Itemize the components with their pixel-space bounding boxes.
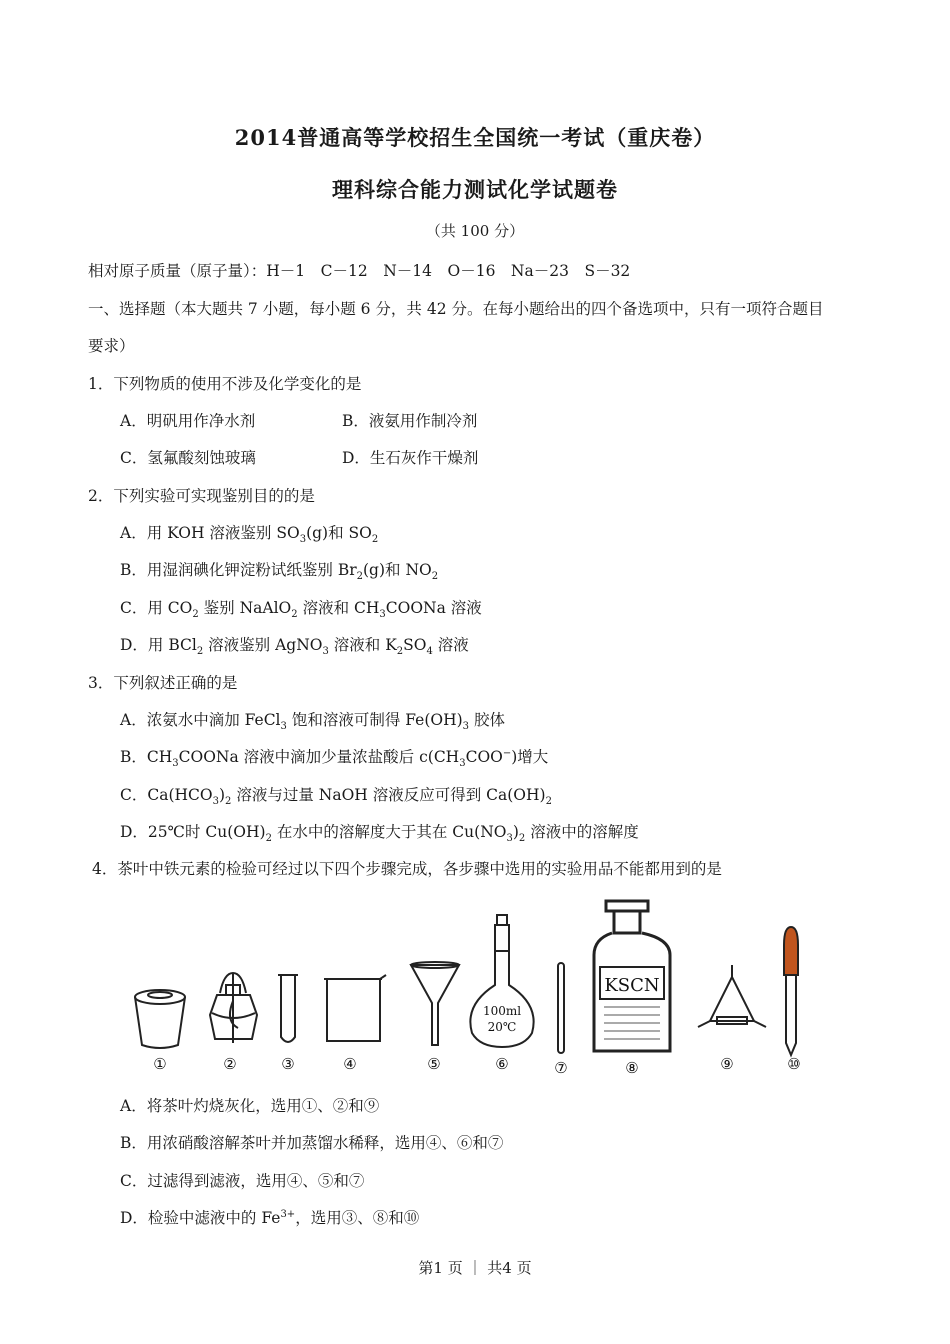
q1-option-b: B．液氨用作制冷剂 (342, 412, 478, 430)
q3-option-a: A．浓氨水中滴加 FeCl$_3$ 饱和溶液可制得 $Fe(OH)_3$ 胶体 (120, 711, 505, 733)
q2-option-c: C．用 $CO_2$ 鉴别 NaAlO$_2$ 溶液和 $CH_3COONa$ 溶液 (120, 599, 482, 621)
section-instructions-line2: 要求） (88, 337, 135, 355)
exam-title: 2014普通高等学校招生全国统一考试（重庆卷） (234, 125, 716, 150)
flask-label-volume: 100ml (482, 1004, 522, 1018)
q1-option-d: D．生石灰作干燥剂 (342, 449, 479, 467)
exam-subtitle: 理科综合能力测试化学试题卷 (332, 177, 618, 202)
q2-option-a: A．用 KOH 溶液鉴别 $SO_3(g)$和 $SO_2$ (120, 524, 379, 546)
q3-option-c: C．$Ca(HCO_3)_2$ 溶液与过量 NaOH 溶液反应可得到 $Ca(OH)_2$ (120, 786, 552, 808)
q4-option-a: A．将茶叶灼烧灰化，选用①、②和⑨ (120, 1097, 380, 1115)
q2-option-b: B．用湿润碘化钾淀粉试纸鉴别 $Br_2(g)$和 $NO_2$ (120, 561, 439, 583)
q2-stem: 2．下列实验可实现鉴别目的的是 (88, 487, 315, 505)
apparatus-label-1: ① (153, 1055, 167, 1073)
apparatus-label-2: ② (223, 1055, 237, 1073)
bottle-label: KSCN (604, 975, 660, 996)
q4-option-c: C．过滤得到滤液，选用④、⑤和⑦ (120, 1172, 365, 1190)
section-instructions-line1: 一、选择题（本大题共 7 小题，每小题 6 分，共 42 分。在每小题给出的四个备选项中，只有一项符合题目 (88, 300, 824, 318)
q4-stem: 4．茶叶中铁元素的检验可经过以下四个步骤完成，各步骤中选用的实验用品不能都用到的是 (92, 860, 722, 878)
q1-stem: 1．下列物质的使用不涉及化学变化的是 (88, 375, 362, 393)
dropper-icon (784, 927, 798, 1055)
test-tube-icon (278, 975, 298, 1042)
apparatus-label-4: ④ (343, 1055, 357, 1073)
flask-label-temp: 20℃ (487, 1020, 517, 1034)
q3-stem: 3．下列叙述正确的是 (88, 674, 238, 692)
q1-option-c: C．氢氟酸刻蚀玻璃 (120, 449, 256, 467)
total-score: （共 100 分） (425, 222, 525, 240)
clay-triangle-icon (698, 965, 766, 1027)
apparatus-label-7: ⑦ (554, 1059, 568, 1077)
crucible-tongs-stand-icon (210, 973, 257, 1043)
q4-option-d: D．检验中滤液中的 $Fe^{3+}$，选用③、⑧和⑩ (120, 1208, 420, 1227)
apparatus-label-3: ③ (281, 1055, 295, 1073)
crucible-icon (135, 990, 185, 1048)
q4-option-b: B．用浓硝酸溶解茶叶并加蒸馏水稀释，选用④、⑥和⑦ (120, 1134, 504, 1152)
page-footer: 第1 页 ｜ 共4 页 (418, 1259, 532, 1277)
q3-option-b: B．$CH_3COONa$ 溶液中滴加少量浓盐酸后 $c(CH_3COO^-)$增大 (120, 747, 549, 770)
apparatus-label-9: ⑨ (720, 1055, 734, 1073)
bottle-liquid-lines (604, 1007, 660, 1039)
q1-option-a: A．明矾用作净水剂 (120, 412, 256, 430)
apparatus-label-10: ⑩ (787, 1055, 801, 1073)
atomic-masses: 相对原子质量（原子量）：H－1 C－12 N－14 O－16 Na－23 S－32 (88, 262, 631, 280)
glass-rod-icon (558, 963, 564, 1053)
lab-apparatus-figure (120, 893, 820, 1083)
apparatus-label-5: ⑤ (427, 1055, 441, 1073)
q2-option-d: D．用 BCl$_2$ 溶液鉴别 AgNO$_3$ 溶液和 $K_2SO_4$ 溶液 (120, 636, 469, 658)
beaker-icon (324, 975, 386, 1041)
q3-option-d: D．25℃时 $Cu(OH)_2$ 在水中的溶解度大于其在 $Cu(NO_3)_2$ 溶液中的溶解度 (120, 823, 639, 845)
apparatus-label-6: ⑥ (495, 1055, 509, 1073)
funnel-icon (411, 962, 459, 1045)
apparatus-label-8: ⑧ (625, 1059, 639, 1077)
